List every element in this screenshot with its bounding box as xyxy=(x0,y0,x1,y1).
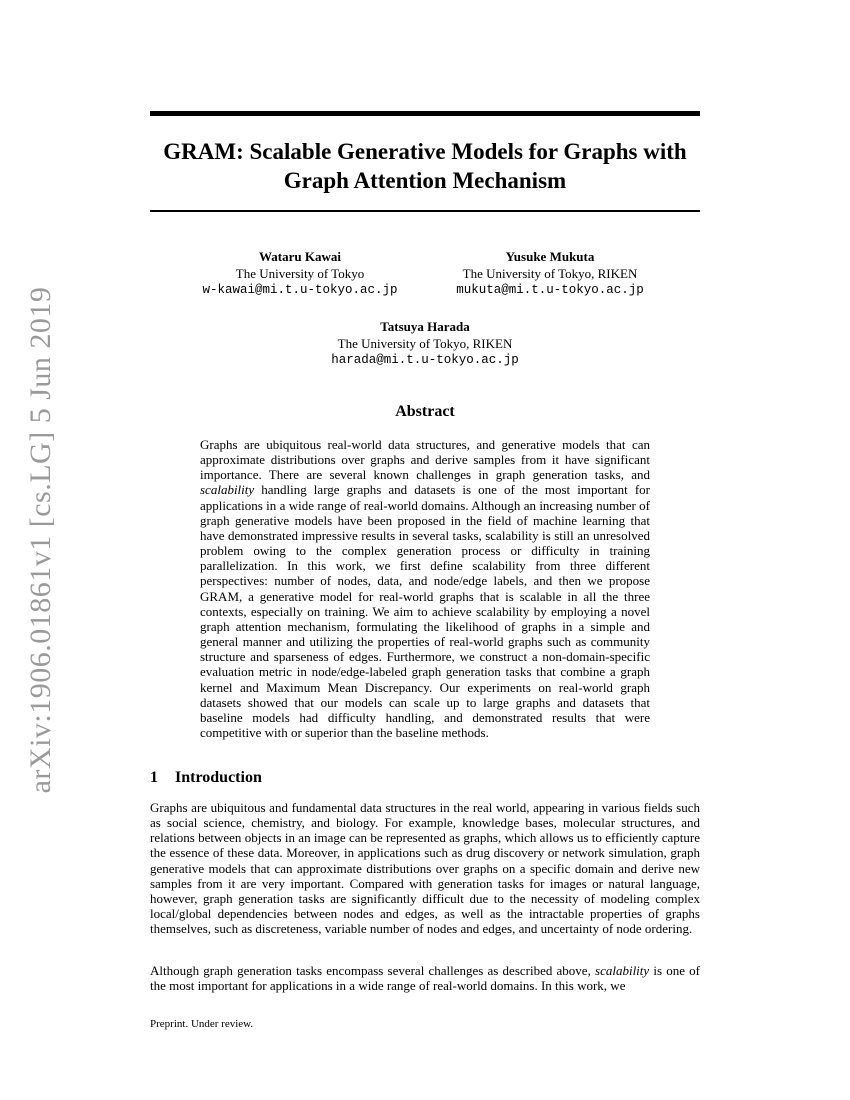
author-block-3 xyxy=(315,318,535,369)
intro-paragraph-2-part-1: Although graph generation tasks encompass several challenges as described above, xyxy=(150,963,596,978)
intro-paragraph-2 xyxy=(150,963,700,993)
author-name: Tatsuya Harada xyxy=(380,319,470,334)
author-affiliation: The University of Tokyo, RIKEN xyxy=(462,266,638,281)
abstract-text-part-1: Graphs are ubiquitous real-world data structures, and generative models that can approximate distributions over graphs and derive samples from it have significant importance. There are several known challenges in graph generation tasks, and xyxy=(200,437,650,483)
preprint-footer-note: Preprint. Under review. xyxy=(150,1018,254,1030)
paper-title-line-2: Graph Attention Mechanism xyxy=(283,168,567,193)
author-email[interactable]: w-kawai@mi.t.u-tokyo.ac.jp xyxy=(202,283,398,297)
section-number: 1 xyxy=(150,769,158,786)
paper-title xyxy=(150,137,700,195)
author-email[interactable]: mukuta@mi.t.u-tokyo.ac.jp xyxy=(456,283,644,297)
author-affiliation: The University of Tokyo, RIKEN xyxy=(337,336,513,351)
abstract-heading: Abstract xyxy=(395,403,455,420)
abstract-body xyxy=(200,437,650,740)
title-top-rule xyxy=(150,111,700,116)
intro-paragraph-2-part-2: is one of the most important for applications in a wide range of real-world domains. In this work, we xyxy=(150,963,700,994)
section-title: Introduction xyxy=(175,769,262,786)
author-affiliation: The University of Tokyo xyxy=(235,266,365,281)
arxiv-identifier-stamp: arXiv:1906.01861v1 [cs.LG] 5 Jun 2019 xyxy=(24,286,57,794)
section-heading-introduction xyxy=(150,769,262,787)
author-name: Wataru Kawai xyxy=(259,249,341,264)
author-name: Yusuke Mukuta xyxy=(505,249,595,264)
title-bottom-rule xyxy=(150,210,700,212)
abstract-emphasis: scalability xyxy=(200,482,255,498)
author-block-2 xyxy=(440,248,660,299)
author-block-1 xyxy=(190,248,410,299)
author-email[interactable]: harada@mi.t.u-tokyo.ac.jp xyxy=(331,353,519,367)
intro-paragraph-2-emphasis: scalability xyxy=(595,963,650,978)
intro-paragraph-1: Graphs are ubiquitous and fundamental data structures in the real world, appearing in various fields such as social science, chemistry, and biology. For example, knowledge bases, molecular structures, and relations between objects in an image can be represented as graphs, which allows us to efficiently capture the essence of these data. Moreover, in applications such as drug discovery or network simulation, graph generative models that can approximate distributions over graphs on a specific domain and derive new samples from it are very important. Compared with generation tasks for images or natural language, however, graph generation tasks are significantly difficult due to the necessity of modeling complex local/global dependencies between nodes and edges, as well as the intractable properties of graphs themselves, such as discreteness, variable number of nodes and edges, and uncertainty of node ordering. xyxy=(150,800,700,937)
paper-title-line-1: GRAM: Scalable Generative Models for Graphs with xyxy=(163,139,687,164)
abstract-text-part-2: handling large graphs and datasets is one of the most important for applications in a wide range of real-world domains. Although an increasing number of graph generative models have been proposed in the field of machine learning that have demonstrated impressive results in several tasks, scalability is still an unresolved problem owing to the complex generation process or difficulty in training parallelization. In this work, we first define scalability from three different perspectives: number of nodes, data, and node/edge labels, and then we propose GRAM, a generative model for real-world graphs that is scalable in all the three contexts, especially on training. We aim to achieve scalability by employing a novel graph attention mechanism, formulating the likelihood of graphs in a simple and general manner and utilizing the properties of real-world graphs such as community structure and sparseness of edges. Furthermore, we construct a non-domain-specific evaluation metric in node/edge-labeled graph generation tasks that combine a graph kernel and Maximum Mean Discrepancy. Our experiments on real-world graph datasets showed that our models can scale up to large graphs and datasets that baseline models had difficulty handling, and demonstrated results that were competitive with or superior than the baseline methods. xyxy=(200,482,650,740)
